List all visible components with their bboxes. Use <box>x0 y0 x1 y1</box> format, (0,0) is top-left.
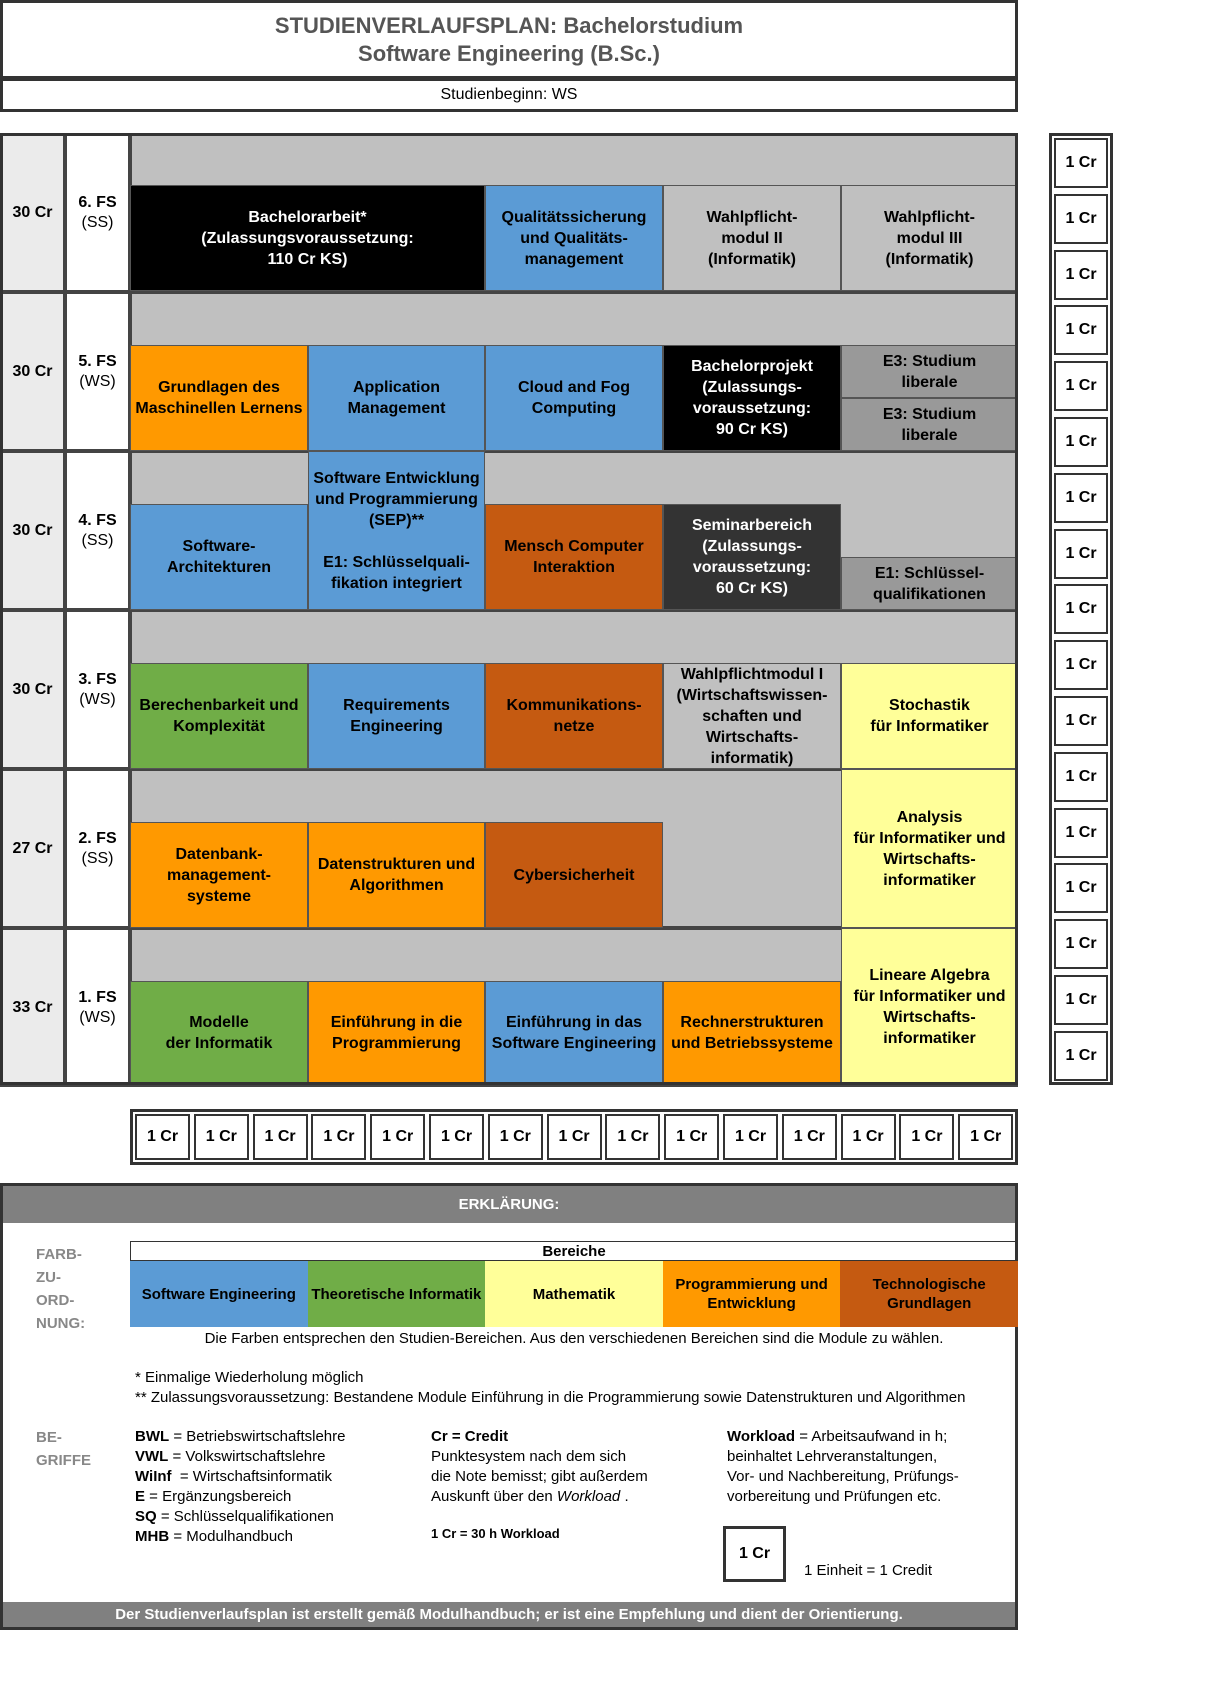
abbreviation-description: = Schlüsselqualifikationen <box>156 1508 334 1525</box>
module-application-management <box>308 345 485 451</box>
abbreviation-item <box>135 1427 345 1447</box>
module-text-line: Architekturen <box>166 559 272 576</box>
module-text-line: Datenbank- <box>175 845 263 863</box>
module-text-line: Wirtschafts- <box>883 850 976 868</box>
workload-first-line <box>727 1427 959 1447</box>
abbreviation-description: = Wirtschaftsinformatik <box>171 1468 332 1485</box>
legend-heading: ERKLÄRUNG: <box>3 1186 1015 1223</box>
module-text-line: und Programmierung <box>315 490 478 508</box>
semester-credits: 30 Cr <box>0 451 65 610</box>
credit-unit: 1 Cr <box>899 1114 954 1160</box>
module-text-line: Computing <box>531 400 617 417</box>
module-text-line: (Wirtschaftswissen- <box>676 686 828 704</box>
credit-unit: 1 Cr <box>135 1114 190 1160</box>
module-lineare-algebra <box>841 928 1018 1085</box>
module-text-line: Einführung in das <box>506 1014 642 1031</box>
credit-unit: 1 Cr <box>1054 194 1108 244</box>
module-text-line: Software- <box>182 538 256 555</box>
credit-unit: 1 Cr <box>1054 752 1108 802</box>
module-maschinelles-lernen <box>130 345 308 451</box>
credit-definition-last <box>431 1487 648 1507</box>
abbreviation-description: = Ergänzungsbereich <box>145 1488 292 1505</box>
abbreviation-item <box>135 1527 345 1547</box>
credit-unit: 1 Cr <box>1054 529 1108 579</box>
abbreviation-item <box>135 1507 345 1527</box>
area-name-line: Mathematik <box>532 1285 616 1303</box>
module-wahlpflicht-1 <box>663 663 841 769</box>
area-cell <box>840 1261 1018 1327</box>
workload-text <box>727 1447 959 1507</box>
module-text-line: der Informatik <box>165 1035 273 1052</box>
module-text-line: Grundlagen des <box>158 379 280 396</box>
module-einfuehrung-software-engineering <box>485 981 663 1085</box>
legend <box>0 1183 1018 1630</box>
credit-unit: 1 Cr <box>370 1114 425 1160</box>
credit-unit: 1 Cr <box>311 1114 366 1160</box>
text-line: GRIFFE <box>36 1452 91 1469</box>
footnote-repeat: * Einmalige Wiederholung möglich <box>135 1369 364 1386</box>
area-cell <box>308 1261 486 1327</box>
credit-unit: 1 Cr <box>664 1114 719 1160</box>
credit-unit: 1 Cr <box>1054 975 1108 1025</box>
credit-unit: 1 Cr <box>1054 863 1108 913</box>
module-text-line: Application <box>352 379 441 396</box>
module-text-line: Wahlpflicht- <box>706 208 798 226</box>
abbreviation-item <box>135 1467 345 1487</box>
areas-title: Bereiche <box>130 1241 1018 1261</box>
credit-unit: 1 Cr <box>958 1114 1013 1160</box>
area-name-line: Theoretische Informatik <box>311 1285 482 1303</box>
module-text-line: Mensch Computer <box>504 538 644 555</box>
module-text-line: modul III <box>896 229 963 247</box>
semester-number: 2. FS <box>78 829 117 847</box>
module-datenstrukturen-algorithmen <box>308 822 485 928</box>
credit-unit: 1 Cr <box>253 1114 308 1160</box>
semester-number: 4. FS <box>78 511 117 529</box>
module-cybersicherheit <box>485 822 663 928</box>
module-stochastik <box>841 663 1018 769</box>
module-wahlpflicht-3 <box>841 185 1018 291</box>
module-text-line: Berechenbarkeit und <box>139 697 299 714</box>
area-name-line: Entwicklung <box>707 1295 796 1312</box>
credit-unit: 1 Cr <box>1054 305 1108 355</box>
module-bachelorarbeit <box>130 185 485 291</box>
module-bachelorprojekt <box>663 345 841 451</box>
abbreviation-term: BWL <box>135 1428 170 1445</box>
text-line: FARB- <box>36 1246 82 1263</box>
credit-unit: 1 Cr <box>1054 250 1108 300</box>
module-text-line: Programmierung <box>332 1035 461 1052</box>
credit-workload: 1 Cr = 30 h Workload <box>431 1526 560 1541</box>
module-text-line: liberale <box>901 426 958 444</box>
credit-unit: 1 Cr <box>723 1114 778 1160</box>
semester-number: 1. FS <box>78 988 117 1006</box>
text-line: Vor- und Nachbereitung, Prüfungs- <box>727 1468 959 1485</box>
module-text-line: systeme <box>186 887 252 905</box>
module-text-line: Bachelorprojekt <box>691 358 813 375</box>
module-text-line: Wirtschafts- <box>883 1008 976 1026</box>
area-name-line: Software Engineering <box>141 1285 296 1303</box>
credit-unit: 1 Cr <box>605 1114 660 1160</box>
credit-unit: 1 Cr <box>1054 640 1108 690</box>
semester-label <box>65 133 130 292</box>
areas-note: Die Farben entsprechen den Studien-Bereichen. Aus den verschiedenen Bereichen sind die Module zu wählen. <box>204 1330 944 1347</box>
semester-number: 6. FS <box>78 193 117 211</box>
module-text-line: für Informatiker und <box>853 829 1006 847</box>
study-start: Studienbeginn: WS <box>0 79 1018 112</box>
module-text-line: management- <box>166 866 272 884</box>
module-text-line: informatiker <box>883 1029 976 1047</box>
module-text-line: management <box>524 250 624 268</box>
module-requirements-engineering <box>308 663 485 769</box>
text-line: ORD- <box>36 1292 75 1309</box>
unit-explanation: 1 Einheit = 1 Credit <box>804 1562 932 1579</box>
workload-definition <box>727 1427 959 1507</box>
area-name-line: Grundlagen <box>887 1295 972 1312</box>
module-text-line: Einführung in die <box>330 1014 463 1031</box>
text-line: Punktesystem nach dem sich <box>431 1448 627 1465</box>
credit-unit: 1 Cr <box>1054 696 1108 746</box>
credit-definition-last-post: . <box>620 1488 629 1505</box>
module-text-line: Requirements <box>343 697 450 714</box>
module-text-line: (Zulassungsvoraussetzung: <box>201 229 414 247</box>
module-cloud-fog <box>485 345 663 451</box>
module-text-line: Management <box>347 400 446 417</box>
module-text-line: 110 Cr KS) <box>267 250 348 268</box>
semester-term: (WS) <box>79 372 116 390</box>
module-text-line: (Informatik) <box>885 250 974 268</box>
semester-term: (WS) <box>79 690 116 708</box>
semester-number: 3. FS <box>78 670 117 688</box>
semester-label <box>65 292 130 451</box>
credit-unit: 1 Cr <box>1054 473 1108 523</box>
credit-unit: 1 Cr <box>194 1114 249 1160</box>
module-text-line: Seminarbereich <box>691 517 813 534</box>
credit-unit: 1 Cr <box>1054 138 1108 188</box>
module-sep <box>308 451 485 610</box>
semester-label <box>65 769 130 928</box>
module-text-line: für Informatiker und <box>853 987 1006 1005</box>
text-line: ZU- <box>36 1269 61 1286</box>
abbreviation-description: = Modulhandbuch <box>169 1528 294 1545</box>
areas-row <box>130 1261 1018 1327</box>
credit-unit: 1 Cr <box>1054 1031 1108 1081</box>
semester-term: (SS) <box>81 213 114 231</box>
plan-title-line2: Software Engineering (B.Sc.) <box>358 40 660 66</box>
module-text-line: voraussetzung: <box>692 559 812 576</box>
credit-definition-workload-term: Workload <box>556 1488 621 1505</box>
module-text-line: Analysis <box>896 808 963 826</box>
module-mensch-computer-interaktion <box>485 504 663 610</box>
module-text-line: Software Entwicklung <box>313 469 480 487</box>
text-line: die Note bemisst; gibt außerdem <box>431 1468 648 1485</box>
module-rechnerstrukturen <box>663 981 841 1085</box>
semester-credits: 30 Cr <box>0 292 65 451</box>
module-text-line: informatiker <box>883 871 976 889</box>
module-text-line: und Betriebssysteme <box>671 1035 833 1052</box>
abbreviation-description: = Betriebswirtschaftslehre <box>169 1428 346 1445</box>
credit-definition-last-pre: Auskunft über den <box>431 1488 557 1505</box>
module-wahlpflicht-2 <box>663 185 841 291</box>
abbreviation-list <box>135 1427 345 1547</box>
module-text-line: 90 Cr KS) <box>715 421 789 438</box>
semester-credits: 30 Cr <box>0 133 65 292</box>
semester-credits: 27 Cr <box>0 769 65 928</box>
credit-unit: 1 Cr <box>782 1114 837 1160</box>
module-text-line: schaften und <box>702 707 802 725</box>
module-text-line: Engineering <box>350 718 443 735</box>
abbreviation-item <box>135 1447 345 1467</box>
module-text-line: Wahlpflichtmodul I <box>680 665 824 683</box>
unit-example-box: 1 Cr <box>723 1526 786 1582</box>
module-text-line: Cybersicherheit <box>513 866 635 884</box>
credit-unit: 1 Cr <box>1054 417 1108 467</box>
color-assignment-label <box>36 1243 85 1335</box>
area-cell <box>663 1261 841 1327</box>
module-text-line: (SEP)** <box>368 511 425 529</box>
semester-label <box>65 451 130 610</box>
credit-unit: 1 Cr <box>1054 919 1108 969</box>
module-text-line: fikation integriert <box>331 574 462 592</box>
abbreviation-term: E <box>135 1488 146 1505</box>
module-text-line: Algorithmen <box>349 877 444 894</box>
credit-unit: 1 Cr <box>841 1114 896 1160</box>
credit-definition-title: Cr = Credit <box>431 1428 509 1445</box>
module-einfuehrung-programmierung <box>308 981 485 1085</box>
credit-unit: 1 Cr <box>429 1114 484 1160</box>
module-text-line: Wirtschafts- <box>705 728 799 746</box>
module-text-line: netze <box>553 718 595 735</box>
module-analysis <box>841 769 1018 928</box>
module-text-line: Lineare Algebra <box>869 966 990 984</box>
credit-definition <box>431 1427 648 1507</box>
semester-term: (WS) <box>79 1008 116 1026</box>
area-name-line: Technologische <box>872 1276 986 1293</box>
text-line: vorbereitung und Prüfungen etc. <box>727 1488 942 1505</box>
credit-definition-text <box>431 1447 648 1487</box>
module-text-line: (Informatik) <box>708 250 796 268</box>
module-text-line: liberale <box>901 373 958 391</box>
module-text-line: Modelle <box>189 1014 249 1031</box>
area-cell <box>130 1261 308 1327</box>
module-text-line: Software Engineering <box>491 1035 657 1052</box>
module-text-line: Wahlpflicht- <box>884 208 975 226</box>
module-text-line: voraussetzung: <box>692 400 812 417</box>
abbreviation-term: WiInf <box>135 1468 172 1485</box>
text-line: beinhaltet Lehrveranstaltungen, <box>727 1448 938 1465</box>
area-name-line: Programmierung und <box>675 1276 828 1293</box>
module-e3-studium-liberale-1 <box>841 345 1018 398</box>
footnote-admission: ** Zulassungsvoraussetzung: Bestandene Module Einführung in die Programmierung sowie Datenstrukturen und Algorithmen <box>135 1389 966 1406</box>
module-text-line: E1: Schlüssel- <box>874 564 985 582</box>
module-text-line: (Zulassungs- <box>702 379 802 396</box>
abbreviation-term: MHB <box>135 1528 170 1545</box>
module-text-line: E3: Studium <box>882 405 977 423</box>
terms-label <box>36 1426 91 1472</box>
credit-unit: 1 Cr <box>488 1114 543 1160</box>
module-qualitaetssicherung <box>485 185 663 291</box>
module-datenbankmanagementsysteme <box>130 822 308 928</box>
abbreviation-description: = Volkswirtschaftslehre <box>168 1448 326 1465</box>
semester-credits: 30 Cr <box>0 610 65 769</box>
module-seminarbereich <box>663 504 841 610</box>
text-line: NUNG: <box>36 1315 86 1332</box>
module-text-line: Rechnerstrukturen <box>680 1014 824 1031</box>
module-text-line: Qualitätssicherung <box>501 208 647 226</box>
module-text-line: informatik) <box>710 749 794 767</box>
area-cell <box>485 1261 663 1327</box>
module-text-line: modul II <box>721 229 783 247</box>
module-text-line: 60 Cr KS) <box>715 580 789 597</box>
module-text-line: Datenstrukturen und <box>317 856 476 873</box>
semester-term: (SS) <box>81 849 114 867</box>
workload-first: = Arbeitsaufwand in h; <box>795 1428 948 1445</box>
module-text-line: Maschinellen Lernens <box>135 400 303 417</box>
module-berechenbarkeit <box>130 663 308 769</box>
plan-title <box>0 0 1018 79</box>
semester-label <box>65 928 130 1087</box>
credit-unit: 1 Cr <box>547 1114 602 1160</box>
credit-unit: 1 Cr <box>1054 808 1108 858</box>
abbreviation-item <box>135 1487 345 1507</box>
module-text-line: und Qualitäts- <box>520 229 628 247</box>
module-text-line: für Informatiker <box>870 718 989 735</box>
module-modelle-der-informatik <box>130 981 308 1085</box>
module-text-line: (Zulassungs- <box>702 538 802 555</box>
module-text-line: E3: Studium <box>882 352 977 370</box>
plan-title-line1: STUDIENVERLAUFSPLAN: Bachelorstudium <box>274 12 744 38</box>
semester-number: 5. FS <box>78 352 117 370</box>
semester-credits: 33 Cr <box>0 928 65 1087</box>
abbreviation-term: SQ <box>135 1508 157 1525</box>
legend-footer: Der Studienverlaufsplan ist erstellt gemäß Modulhandbuch; er ist eine Empfehlung und dient der Orientierung. <box>3 1602 1015 1627</box>
module-text-line: Kommunikations- <box>506 697 642 714</box>
module-kommunikationsnetze <box>485 663 663 769</box>
semester-term: (SS) <box>81 531 114 549</box>
module-text-line: Cloud and Fog <box>518 379 630 396</box>
module-text-line: E1: Schlüsselquali- <box>323 553 470 571</box>
module-text-line: Bachelorarbeit* <box>248 208 367 226</box>
abbreviation-term: VWL <box>135 1448 169 1465</box>
module-text-line: Komplexität <box>173 718 265 735</box>
workload-title: Workload <box>727 1428 796 1445</box>
bottom-credit-units <box>130 1109 1018 1165</box>
right-credit-units <box>1049 133 1113 1085</box>
module-text-line: qualifikationen <box>873 585 986 603</box>
module-text-line: Stochastik <box>889 697 970 714</box>
text-line: BE- <box>36 1429 62 1446</box>
module-e1-schluesselqualifikationen <box>841 557 1018 610</box>
module-text-line: Interaktion <box>533 559 615 576</box>
semester-label <box>65 610 130 769</box>
credit-unit: 1 Cr <box>1054 361 1108 411</box>
module-e3-studium-liberale-2 <box>841 398 1018 451</box>
module-software-architekturen <box>130 504 308 610</box>
credit-unit: 1 Cr <box>1054 584 1108 634</box>
